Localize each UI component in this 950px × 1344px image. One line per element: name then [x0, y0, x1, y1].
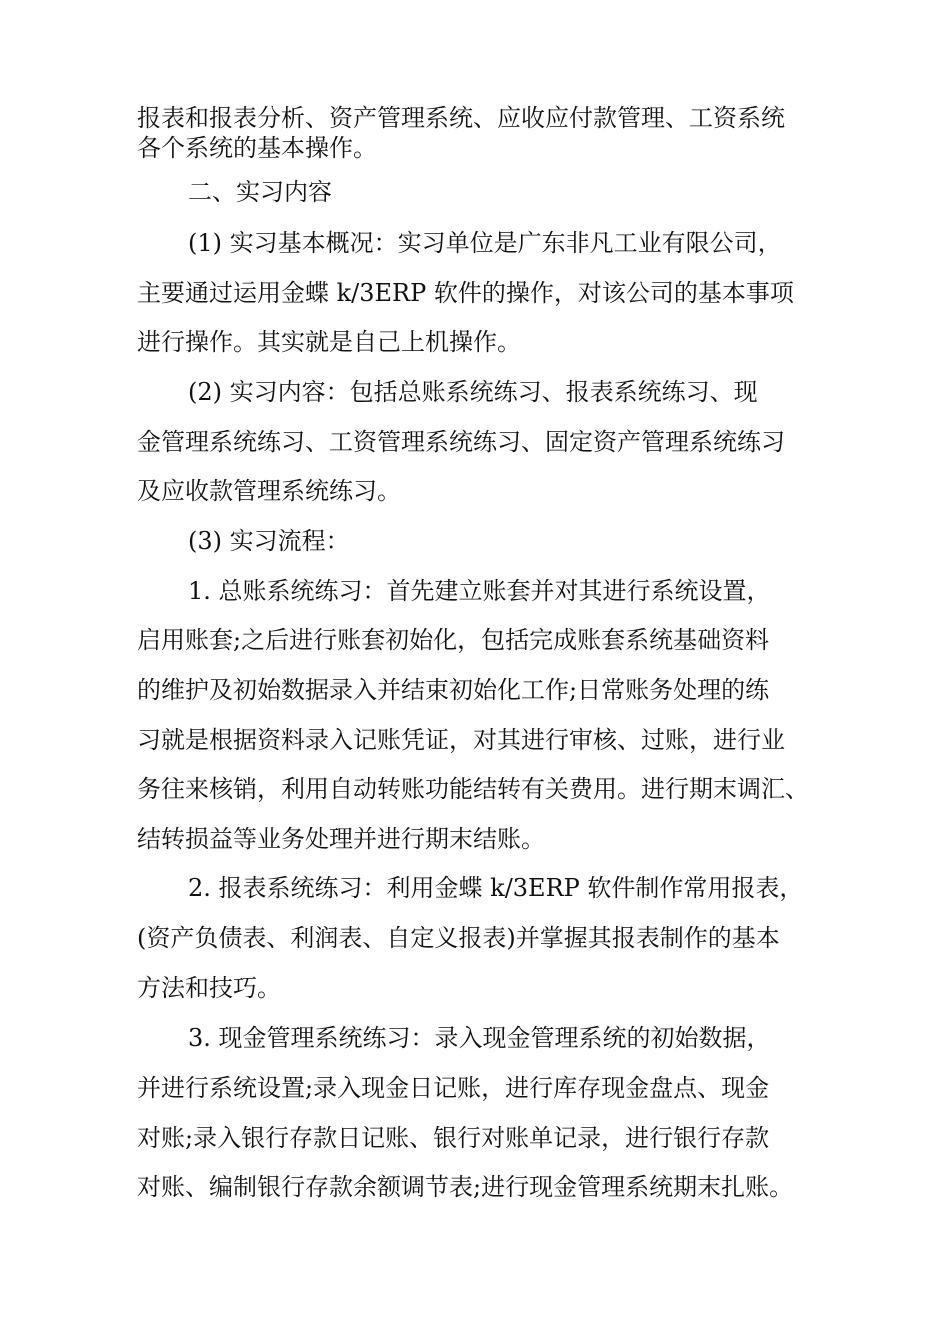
text-line: (2) 实习内容：包括总账系统练习、报表系统练习、现 — [188, 378, 758, 406]
section-heading: 二、实习内容 — [188, 178, 332, 206]
text-line: 进行操作。其实就是自己上机操作。 — [137, 328, 521, 356]
text-line: (资产负债表、利润表、自定义报表)并掌握其报表制作的基本 — [137, 924, 780, 952]
text-line: 结转损益等业务处理并进行期末结账。 — [137, 825, 545, 853]
text-line: 务往来核销，利用自动转账功能结转有关费用。进行期末调汇、 — [137, 775, 809, 803]
text-line: 主要通过运用金蝶 k/3ERP 软件的操作，对该公司的基本事项 — [137, 279, 794, 307]
text-line: 3. 现金管理系统练习：录入现金管理系统的初始数据， — [188, 1024, 771, 1052]
text-line: 各个系统的基本操作。 — [137, 134, 377, 162]
text-line: 的维护及初始数据录入并结束初始化工作;日常账务处理的练 — [137, 676, 770, 704]
text-line: 并进行系统设置;录入现金日记账，进行库存现金盘点、现金 — [137, 1074, 770, 1102]
text-line: 启用账套;之后进行账套初始化，包括完成账套系统基础资料 — [137, 626, 770, 654]
text-line: 金管理系统练习、工资管理系统练习、固定资产管理系统练习 — [137, 428, 785, 456]
text-line: 报表和报表分析、资产管理系统、应收应付款管理、工资系统 — [137, 104, 785, 132]
text-line: 1. 总账系统练习：首先建立账套并对其进行系统设置， — [188, 577, 771, 605]
text-line: 对账、编制银行存款余额调节表;进行现金管理系统期末扎账。 — [137, 1173, 794, 1201]
text-line: (1) 实习基本概况：实习单位是广东非凡工业有限公司， — [188, 229, 782, 257]
text-line: 方法和技巧。 — [137, 974, 281, 1002]
text-line: 2. 报表系统练习：利用金蝶 k/3ERP 软件制作常用报表， — [188, 874, 804, 902]
text-line: (3) 实习流程： — [188, 527, 350, 555]
text-line: 习就是根据资料录入记账凭证，对其进行审核、过账，进行业 — [137, 726, 785, 754]
text-line: 对账;录入银行存款日记账、银行对账单记录，进行银行存款 — [137, 1124, 770, 1152]
text-line: 及应收款管理系统练习。 — [137, 477, 401, 505]
